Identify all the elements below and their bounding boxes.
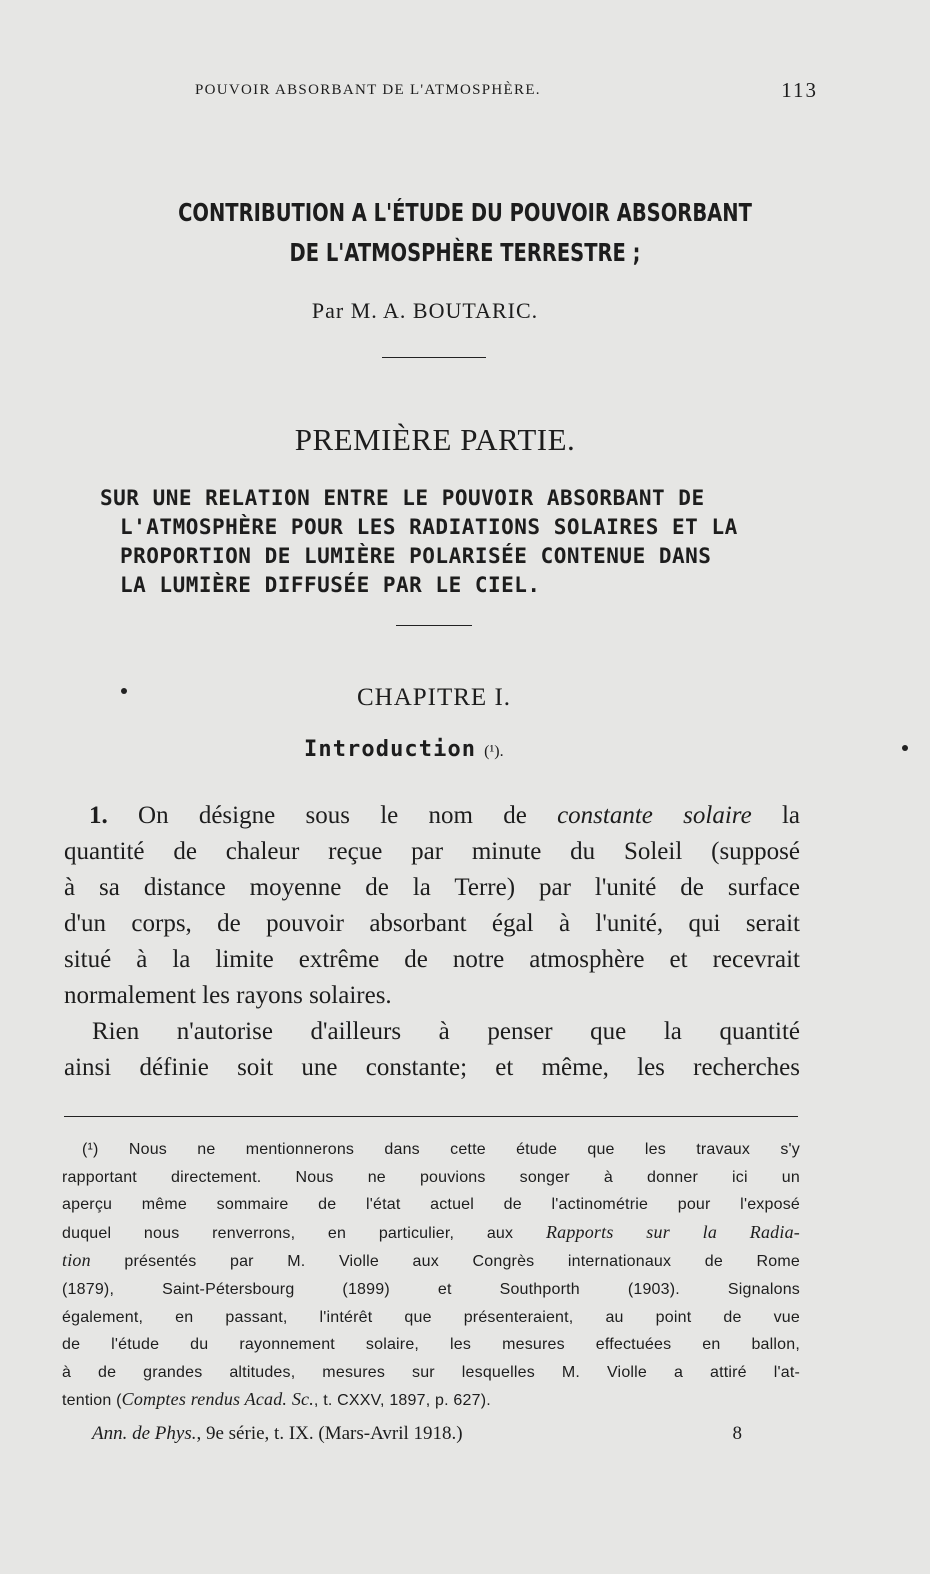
article-title — [161, 193, 769, 273]
footnote-line — [62, 1136, 800, 1164]
body-text-fragment: la — [781, 802, 800, 829]
footnote-line: de l'étude du rayonnement solaire, les mesures effectuées en ballon, — [62, 1336, 800, 1354]
part-subtitle-line-2: L'ATMOSPHÈRE POUR LES RADIATIONS SOLAIRES ET LA — [120, 515, 738, 539]
footnote-italic-text: tion — [62, 1250, 91, 1271]
running-title: POUVOIR ABSORBANT DE L'ATMOSPHÈRE. — [195, 82, 541, 98]
part-subtitle-line-1: SUR UNE RELATION ENTRE LE POUVOIR ABSORBANT DE — [100, 486, 705, 510]
footnote-line: (1879), Saint-Pétersbourg (1899) et Southporth (1903). Signalons — [62, 1280, 800, 1298]
footnote-reference: (¹). — [484, 743, 504, 760]
body-line: d'un corps, de pouvoir absorbant égal à l'unité, qui serait — [64, 910, 800, 937]
body-line: normalement les rayons solaires. — [64, 982, 392, 1009]
part-subtitle — [100, 484, 774, 600]
part-title: PREMIÈRE PARTIE. — [294, 422, 576, 457]
body-text — [64, 798, 800, 1086]
running-head — [60, 78, 820, 106]
paragraph-number: 1. — [89, 802, 108, 829]
section-title-text: Introduction — [304, 737, 477, 762]
article-author: Par M. A. BOUTARIC. — [311, 298, 539, 323]
footnote-line: également, en passant, l'intérêt que présenteraient, au point de vue — [62, 1308, 800, 1326]
section-divider — [396, 625, 472, 626]
footnote-text: présentés par M. Violle aux Congrès internationaux de Rome — [124, 1253, 800, 1271]
footnote-italic-text: Comptes rendus Acad. Sc. — [121, 1389, 314, 1410]
page-number: 113 — [781, 78, 818, 102]
emphasized-term: constante solaire — [557, 802, 752, 829]
footnote-marker: (¹) — [82, 1141, 99, 1158]
journal-issue: , 9e série, t. IX. (Mars-Avril 1918.) — [196, 1423, 463, 1444]
footnote — [62, 1136, 800, 1415]
part-subtitle-line-4: LA LUMIÈRE DIFFUSÉE PAR LE CIEL. — [120, 573, 541, 597]
footnote-text: , t. CXXV, 1897, p. 627). — [313, 1392, 491, 1410]
print-speck — [902, 745, 908, 751]
body-line: quantité de chaleur reçue par minute du Soleil (supposé — [64, 838, 800, 865]
footnote-italic-text: Rapports sur la Radia- — [545, 1221, 800, 1242]
section-title — [304, 737, 504, 762]
article-title-line-2: DE L'ATMOSPHÈRE TERRESTRE ; — [289, 238, 641, 267]
footnote-line: aperçu même sommaire de l'état actuel de l'actinométrie pour l'exposé — [62, 1196, 800, 1214]
footnote-text: Nous ne mentionnerons dans cette étude que les travaux s'y — [128, 1141, 800, 1158]
body-line: Rien n'autorise d'ailleurs à penser que la quantité — [92, 1018, 800, 1045]
chapter-title: CHAPITRE I. — [356, 684, 512, 711]
article-title-line-1: CONTRIBUTION A L'ÉTUDE DU POUVOIR ABSORBANT — [178, 198, 752, 227]
part-subtitle-line-3: PROPORTION DE LUMIÈRE POLARISÉE CONTENUE DANS — [120, 544, 712, 568]
footnote-line: rapportant directement. Nous ne pouvions songer à donner ici un — [62, 1168, 800, 1186]
body-line — [64, 798, 800, 834]
footnote-text: tention ( — [62, 1392, 122, 1410]
footnote-line — [62, 1247, 800, 1276]
body-line: à sa distance moyenne de la Terre) par l'unité de surface — [64, 874, 800, 901]
footnote-divider — [64, 1116, 798, 1117]
title-divider — [382, 357, 486, 358]
footnote-line: à de grandes altitudes, mesures sur lesquelles M. Violle a attiré l'at- — [62, 1363, 800, 1381]
footnote-text: duquel nous renverrons, en particulier, aux — [62, 1224, 514, 1242]
journal-citation — [92, 1423, 463, 1445]
journal-name: Ann. de Phys. — [92, 1423, 197, 1444]
sheet-number: 8 — [732, 1423, 742, 1444]
footnote-line — [62, 1219, 800, 1248]
body-text-fragment: On désigne sous le nom de — [138, 802, 527, 829]
body-line: ainsi définie soit une constante; et même, les recherches — [64, 1054, 800, 1081]
footnote-line — [62, 1386, 800, 1415]
body-line: situé à la limite extrême de notre atmosphère et recevrait — [64, 946, 800, 973]
